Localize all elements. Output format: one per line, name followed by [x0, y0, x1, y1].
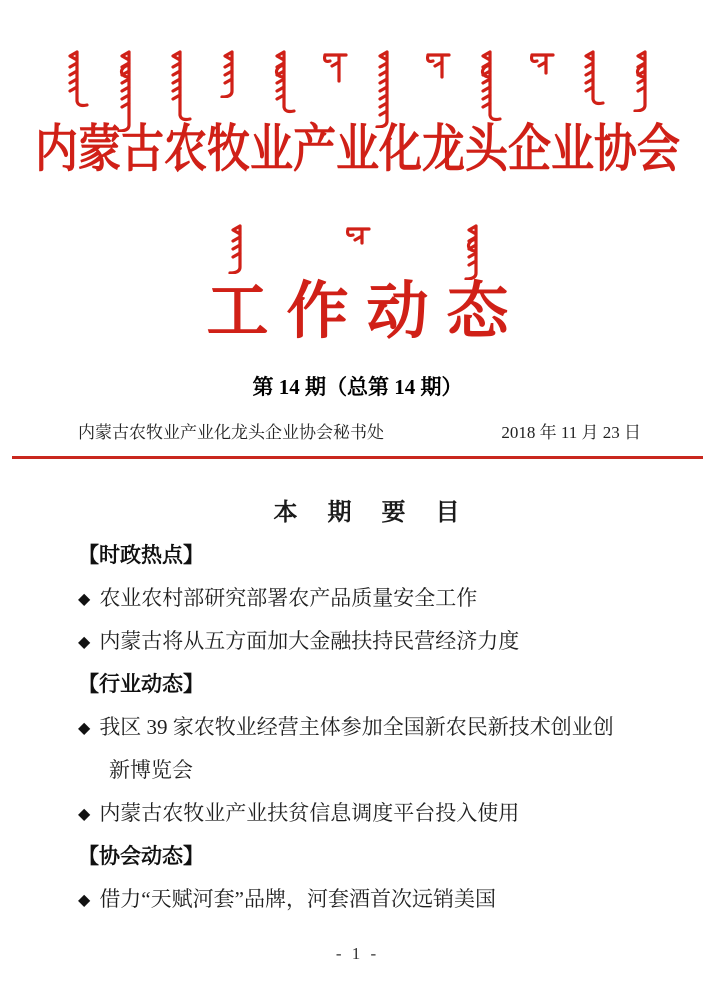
- diamond-bullet-icon: ◆: [78, 890, 91, 909]
- toc-item-text: 农业农村部研究部署农产品质量安全工作: [99, 586, 478, 610]
- mongolian-script-word: [423, 50, 453, 80]
- mongolian-script-word: [578, 50, 608, 106]
- mongolian-script-row-top: [62, 50, 660, 132]
- association-name-title: 内蒙古农牧业产业化龙头企业协会: [35, 122, 680, 179]
- publisher-row: [78, 418, 641, 443]
- toc-heading: 本 期 要 目: [273, 500, 472, 526]
- mongolian-script-word: [114, 50, 144, 132]
- toc-item: [78, 878, 655, 921]
- diamond-bullet-icon: ◆: [78, 589, 91, 608]
- publisher-name: 内蒙古农牧业产业化龙头企业协会秘书处: [78, 423, 384, 442]
- diamond-bullet-icon: ◆: [78, 718, 91, 737]
- toc-section-title: 【协会动态】: [78, 844, 204, 868]
- mongolian-script-word: [527, 50, 557, 76]
- table-of-contents: [78, 492, 655, 921]
- mongolian-script-word: [225, 224, 255, 274]
- toc-section-title: 【行业动态】: [78, 672, 204, 696]
- toc-item-text: 借力“天赋河套”品牌，河套酒首次远销美国: [99, 887, 496, 911]
- mongolian-script-word: [165, 50, 195, 122]
- toc-item: [78, 706, 655, 792]
- bulletin-title: 工作动态: [206, 278, 527, 346]
- issue-number-line: 第 14 期（总第 14 期）: [252, 375, 463, 399]
- toc-section-title: 【时政热点】: [78, 543, 204, 567]
- page-number: - 1 -: [335, 944, 380, 963]
- mongolian-script-word: [343, 224, 373, 246]
- mongolian-script-word: [62, 50, 92, 108]
- red-divider-line: [12, 456, 703, 459]
- toc-item-text: 内蒙古农牧业产业扶贫信息调度平台投入使用: [99, 801, 520, 825]
- mongolian-script-word: [461, 224, 491, 280]
- mongolian-script-row-subtitle: [0, 224, 715, 280]
- publish-date: 2018 年 11 月 23 日: [501, 423, 641, 442]
- toc-item-text: 我区 39 家农牧业经营主体参加全国新农民新技术创业创 新博览会: [99, 715, 614, 782]
- mongolian-script-word: [630, 50, 660, 112]
- mongolian-script-word: [217, 50, 247, 98]
- mongolian-script-word: [269, 50, 299, 114]
- toc-sections: [78, 534, 655, 921]
- toc-item: [78, 620, 655, 663]
- toc-item: [78, 577, 655, 620]
- toc-item: [78, 792, 655, 835]
- mongolian-script-word: [372, 50, 402, 128]
- diamond-bullet-icon: ◆: [78, 632, 91, 651]
- mongolian-script-word: [475, 50, 505, 122]
- mongolian-script-word: [320, 50, 350, 84]
- diamond-bullet-icon: ◆: [78, 804, 91, 823]
- toc-item-text: 内蒙古将从五方面加大金融扶持民营经济力度: [99, 629, 520, 653]
